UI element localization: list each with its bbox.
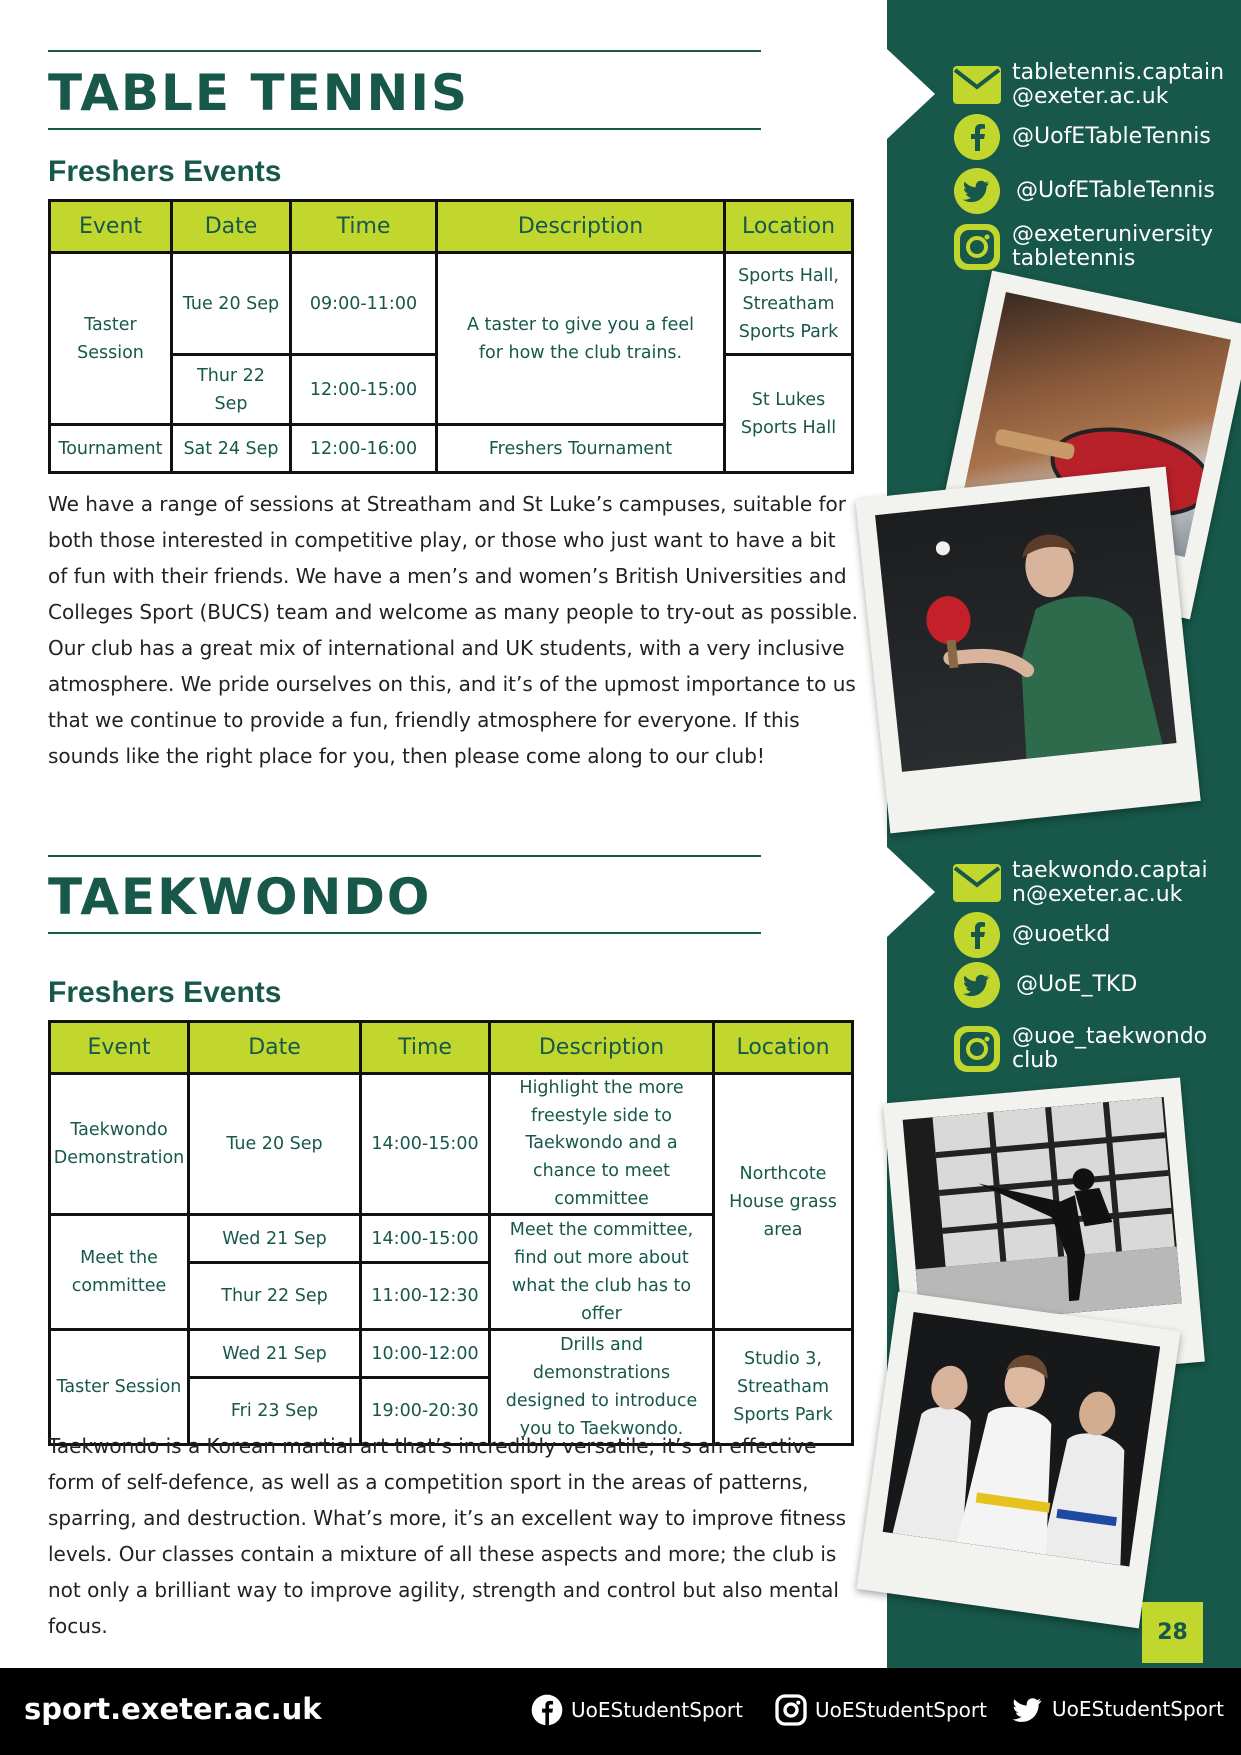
date-cell: Tue 20 Sep [189, 1074, 361, 1215]
table-header-row [50, 201, 853, 253]
tkd-facebook-text: @uoetkd [1012, 922, 1111, 947]
header-cell: Description [490, 1022, 714, 1074]
header-cell: Location [714, 1022, 853, 1074]
location-cell: Sports Hall, Streatham Sports Park [725, 253, 853, 355]
footer-twitter-text: UoEStudentSport [1052, 1697, 1224, 1721]
date-cell: Wed 21 Sep [189, 1330, 361, 1378]
table-header-row [50, 1022, 853, 1074]
date-cell: Fri 23 Sep [189, 1377, 361, 1444]
description-cell: Freshers Tournament [437, 425, 725, 473]
twitter-icon [1010, 1694, 1044, 1724]
table-tennis-title: TABLE TENNIS [48, 64, 470, 122]
tkd-twitter-text: @UoE_TKD [1016, 972, 1138, 997]
twitter-icon [952, 166, 1002, 216]
footer-facebook-link[interactable] [531, 1694, 743, 1726]
event-cell: Tournament [50, 425, 172, 473]
tt-facebook-text: @UofETableTennis [1012, 124, 1211, 149]
instagram-icon [775, 1694, 807, 1726]
time-cell: 10:00-12:00 [361, 1330, 490, 1378]
header-cell: Description [437, 201, 725, 253]
tt-email-text: tabletennis.captain @exeter.ac.uk [1012, 60, 1225, 109]
email-icon [952, 858, 1002, 908]
event-cell: Taster Session [50, 1330, 189, 1445]
footer-instagram-link[interactable] [775, 1694, 987, 1726]
table-row [50, 253, 853, 355]
tt-instagram-text: @exeteruniversity tabletennis [1012, 222, 1214, 271]
location-cell: Studio 3, Streatham Sports Park [714, 1330, 853, 1445]
date-cell: Thur 22 Sep [172, 355, 291, 425]
date-cell: Sat 24 Sep [172, 425, 291, 473]
title-rule-bottom [48, 128, 761, 130]
time-cell: 12:00-15:00 [291, 355, 437, 425]
table-tennis-subtitle: Freshers Events [48, 155, 282, 188]
time-cell: 11:00-12:30 [361, 1262, 490, 1329]
taekwondo-description: Taekwondo is a Korean martial art that’s incredibly versatile; it’s an effective form of self-defence, as well as a competition sport in the areas of patterns, sparring, and destruction. What’s more, it’s an excellent way to improve fitness levels. Our classes contain a mixture of all these aspects and more; the club is not only a brilliant way to improve agility, strength and control but also mental focus. [48, 1434, 847, 1638]
instagram-icon [952, 222, 1002, 272]
table-row [50, 1330, 853, 1378]
footer-bar [0, 1668, 1241, 1755]
taekwondo-subtitle: Freshers Events [48, 976, 282, 1009]
table-row [50, 1074, 853, 1215]
email-icon [952, 60, 1002, 110]
sidebar-notch [887, 847, 935, 937]
header-cell: Location [725, 201, 853, 253]
footer-twitter-link[interactable] [1010, 1694, 1224, 1724]
table-tennis-events-table [48, 199, 854, 474]
tkd-instagram-link[interactable] [952, 1024, 1207, 1074]
description-cell: Highlight the more freestyle side to Taekwondo and a chance to meet committee [490, 1074, 714, 1215]
taekwondo-events-table [48, 1020, 854, 1446]
tkd-twitter-link[interactable] [952, 960, 1137, 1010]
tt-email-link[interactable] [952, 60, 1224, 110]
time-cell: 19:00-20:30 [361, 1377, 490, 1444]
tt-twitter-text: @UofETableTennis [1016, 178, 1215, 203]
date-cell: Tue 20 Sep [172, 253, 291, 355]
instagram-icon [952, 1024, 1002, 1074]
time-cell: 09:00-11:00 [291, 253, 437, 355]
header-cell: Date [172, 201, 291, 253]
tt-twitter-link[interactable] [952, 166, 1215, 216]
event-cell: Meet the committee [50, 1215, 189, 1330]
taekwondo-title: TAEKWONDO [48, 868, 432, 926]
tt-instagram-link[interactable] [952, 222, 1213, 272]
time-cell: 14:00-15:00 [361, 1215, 490, 1263]
facebook-icon [952, 112, 1002, 162]
taekwondo-team-photo [857, 1292, 1181, 1629]
event-cell: Taster Session [50, 253, 172, 425]
website-link[interactable]: sport.exeter.ac.uk [24, 1692, 322, 1726]
tkd-instagram-text: @uoe_taekwondo club [1012, 1024, 1208, 1073]
header-cell: Date [189, 1022, 361, 1074]
description-cell: Meet the committee, find out more about what the club has to offer [490, 1215, 714, 1330]
tt-facebook-link[interactable] [952, 112, 1211, 162]
title-rule-top [48, 50, 761, 52]
tkd-email-link[interactable] [952, 858, 1208, 908]
facebook-icon [531, 1694, 563, 1726]
table-tennis-description: We have a range of sessions at Streatham and St Luke’s campuses, suitable for both those interested in competitive play, or those who just want to have a bit of fun with their friends. We have a men’s and women’s British Universities and Colleges Sport (BUCS) team and welcome as many people to try-out as possible. Our club has a great mix of international and UK students, with a very inclusive atmosphere. We pride ourselves on this, and it’s of the upmost importance to us that we continue to provide a fun, friendly atmosphere for everyone. If this sounds like the right place for you, then please come along to our club! [48, 492, 858, 768]
sidebar-notch [887, 49, 935, 139]
page-number: 28 [1142, 1602, 1203, 1663]
header-cell: Time [361, 1022, 490, 1074]
facebook-icon [952, 910, 1002, 960]
time-cell: 12:00-16:00 [291, 425, 437, 473]
footer-facebook-text: UoEStudentSport [571, 1698, 743, 1722]
location-cell: Northcote House grass area [714, 1074, 853, 1330]
description-cell: Drills and demonstrations designed to introduce you to Taekwondo. [490, 1330, 714, 1445]
date-cell: Thur 22 Sep [189, 1262, 361, 1329]
header-cell: Event [50, 201, 172, 253]
tkd-email-text: taekwondo.captai n@exeter.ac.uk [1012, 858, 1208, 907]
date-cell: Wed 21 Sep [189, 1215, 361, 1263]
title-rule-top [48, 855, 761, 857]
time-cell: 14:00-15:00 [361, 1074, 490, 1215]
table-tennis-player-photo [855, 467, 1200, 834]
footer-instagram-text: UoEStudentSport [815, 1698, 987, 1722]
header-cell: Event [50, 1022, 189, 1074]
event-cell: Taekwondo Demonstration [50, 1074, 189, 1215]
title-rule-bottom [48, 932, 761, 934]
tkd-facebook-link[interactable] [952, 910, 1110, 960]
header-cell: Time [291, 201, 437, 253]
twitter-icon [952, 960, 1002, 1010]
location-cell: St Lukes Sports Hall [725, 355, 853, 473]
description-cell: A taster to give you a feel for how the club trains. [437, 253, 725, 425]
